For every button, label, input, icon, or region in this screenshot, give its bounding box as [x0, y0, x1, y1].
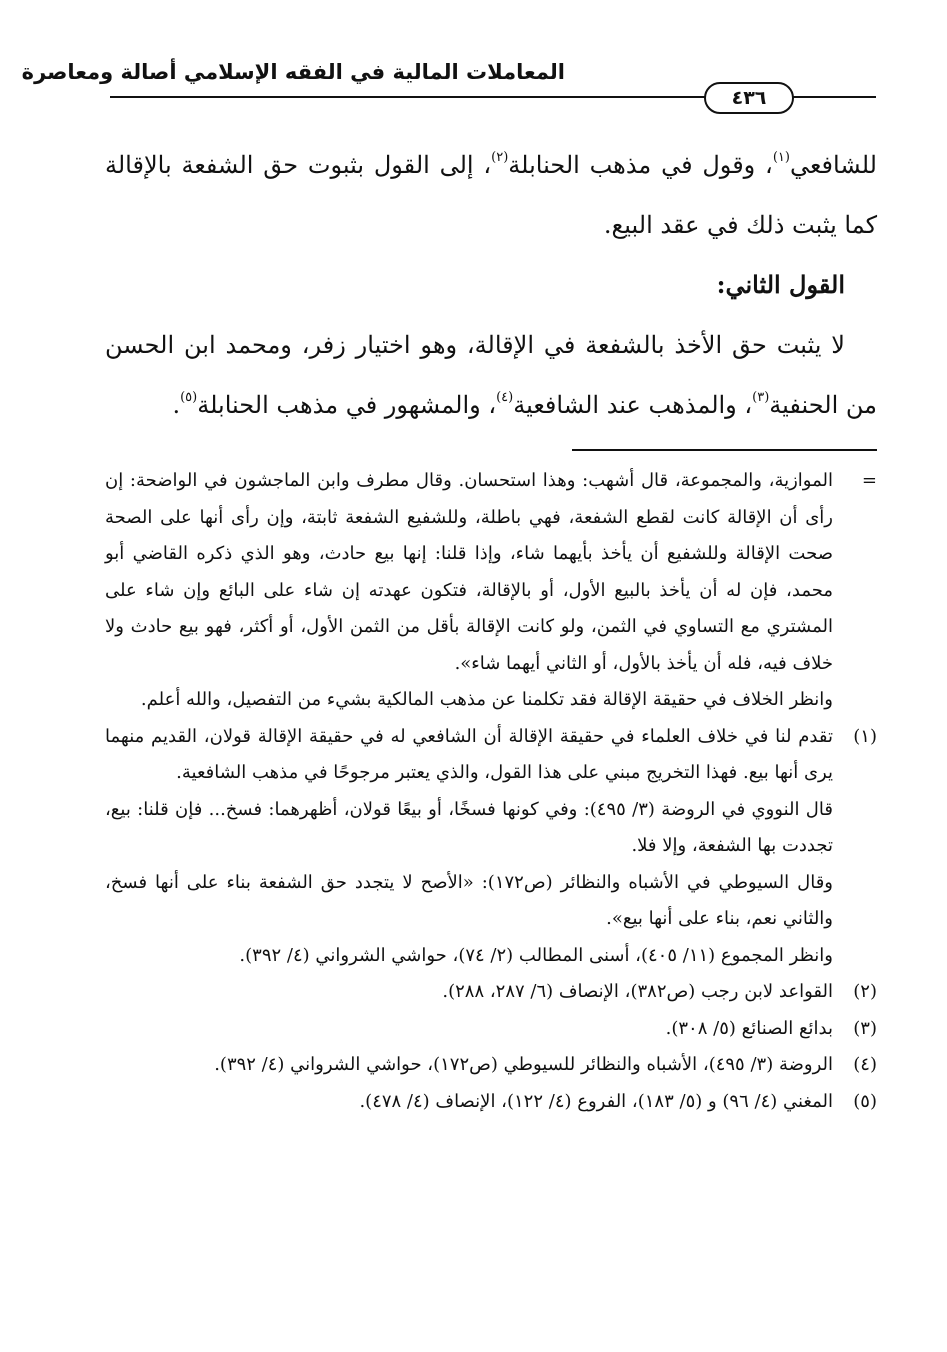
paragraph-2-text-c: ، والمشهور في مذهب الحنابلة — [197, 391, 497, 419]
footnote-ref-1[interactable]: (١) — [772, 150, 790, 165]
paragraph-2 — [105, 315, 877, 435]
footnote-5-text: المغني (٤/ ٩٦) و (٥/ ١٨٣)، الفروع (٤/ ١٢٢)، الإنصاف (٤/ ٤٧٨). — [359, 1090, 833, 1112]
footnote-1-text-4: وانظر المجموع (١١/ ٤٠٥)، أسنى المطالب (٢/ ٧٤)، حواشي الشرواني (٤/ ٣٩٢). — [239, 944, 833, 966]
footnote-1-text-3: وقال السيوطي في الأشباه والنظائر (ص١٧٢): «الأصح لا يتجدد حق الشفعة بناء على أنها فسخ، والثاني نعم، بناء على أنها بيع». — [105, 871, 833, 929]
footnote-ref-3[interactable]: (٣) — [752, 390, 770, 405]
paragraph-2-text-d: . — [172, 391, 181, 419]
footnote-continuation-text-2: وانظر الخلاف في حقيقة الإقالة فقد تكلمنا عن مذهب المالكية بشيء من التفصيل، والله أعلم. — [140, 689, 833, 710]
footnote-1-body — [105, 719, 833, 975]
footnote-1 — [105, 719, 877, 975]
footnote-continuation — [105, 463, 877, 719]
footnote-4-mark: (٤) — [853, 1054, 877, 1075]
footnote-2 — [105, 974, 877, 1011]
footnote-continuation-body — [105, 463, 833, 719]
footnote-1-text-2: قال النووي في الروضة (٣/ ٤٩٥): وفي كونها فسخًا، أو بيعًا قولان، أظهرهما: فسخ... فإن قلنا: بيع، تجددت بها الشفعة، وإلا فلا. — [105, 798, 833, 856]
footnote-3-body — [105, 1011, 833, 1048]
running-title: المعاملات المالية في الفقه الإسلامي أصالة ومعاصرة — [21, 60, 565, 84]
footnote-2-body — [105, 974, 833, 1011]
paragraph-2-text-b: ، والمذهب عند الشافعية — [513, 391, 753, 419]
main-text — [105, 135, 877, 435]
continuation-mark: = — [861, 470, 877, 491]
footnote-5 — [105, 1084, 877, 1121]
footnote-continuation-text: الموازية، والمجموعة، قال أشهب: وهذا استحسان. وقال مطرف وابن الماجشون في الواضحة: إن رأى أن الإقالة كانت لقطع الشفعة، فهي باطلة، وللشفيع الشفعة ثابتة، وإن رأى أنها على الصحة صحت الإقالة وللشفيع أن يأخذ بأيهما شاء، وإذا قلنا: إنها بيع حادث، وهو الذي ذكره القاضي أبو محمد، فإن له أن يأخذ بالبيع الأول، أو بالإقالة، فتكون عهدته إن شاء على البائع وإن شاء على المشتري مع التساوي في الثمن، ولو كانت الإقالة بأقل من الثمن الأول، أو أكثر، فهو بيع حادث ولا خلاف فيه، فله أن يأخذ بالأول، أو الثاني أيهما شاء». — [105, 470, 833, 674]
footnote-4 — [105, 1047, 877, 1084]
paragraph-1 — [105, 135, 877, 255]
footnote-2-text: القواعد لابن رجب (ص٣٨٢)، الإنصاف (٦/ ٢٨٧، ٢٨٨). — [442, 981, 833, 1002]
footnote-3 — [105, 1011, 877, 1048]
footnote-1-text: تقدم لنا في خلاف العلماء في حقيقة الإقالة أن الشافعي له في حقيقة الإقالة قولان، القديم منهما يرى أنها بيع. فهذا التخريج مبني على هذا القول، والذي يعتبر مرجوحًا في مذهب الشافعية. — [105, 725, 833, 783]
paragraph-1-text-c: ، إلى القول بثبوت حق الشفعة بالإقالة كما يثبت ذلك في عقد البيع. — [105, 151, 877, 239]
footnote-ref-2[interactable]: (٢) — [491, 150, 509, 165]
footnote-5-body — [105, 1084, 833, 1121]
footnote-ref-5[interactable]: (٥) — [180, 390, 198, 405]
footnote-ref-4[interactable]: (٤) — [496, 390, 514, 405]
paragraph-2-text-a: لا يثبت حق الأخذ بالشفعة في الإقالة، وهو اختيار زفر، ومحمد ابن الحسن من الحنفية — [105, 331, 877, 419]
paragraph-1-text-a: للشافعي — [789, 151, 877, 179]
footnote-4-body — [105, 1047, 833, 1084]
footnote-separator — [572, 449, 877, 451]
footnote-1-mark: (١) — [853, 725, 877, 747]
section-heading: القول الثاني: — [716, 270, 845, 299]
paragraph-1-text-b: ، وقول في مذهب الحنابلة — [508, 151, 773, 179]
footnotes — [105, 463, 877, 1120]
footnote-4-text: الروضة (٣/ ٤٩٥)، الأشباه والنظائر للسيوطي (ص١٧٢)، حواشي الشرواني (٤/ ٣٩٢). — [214, 1054, 833, 1075]
footnote-2-mark: (٢) — [853, 981, 877, 1002]
footnote-3-text: بدائع الصنائع (٥/ ٣٠٨). — [665, 1017, 833, 1039]
footnote-5-mark: (٥) — [853, 1090, 877, 1112]
page-number: ٤٣٦ — [704, 82, 794, 114]
footnote-3-mark: (٣) — [853, 1017, 877, 1039]
